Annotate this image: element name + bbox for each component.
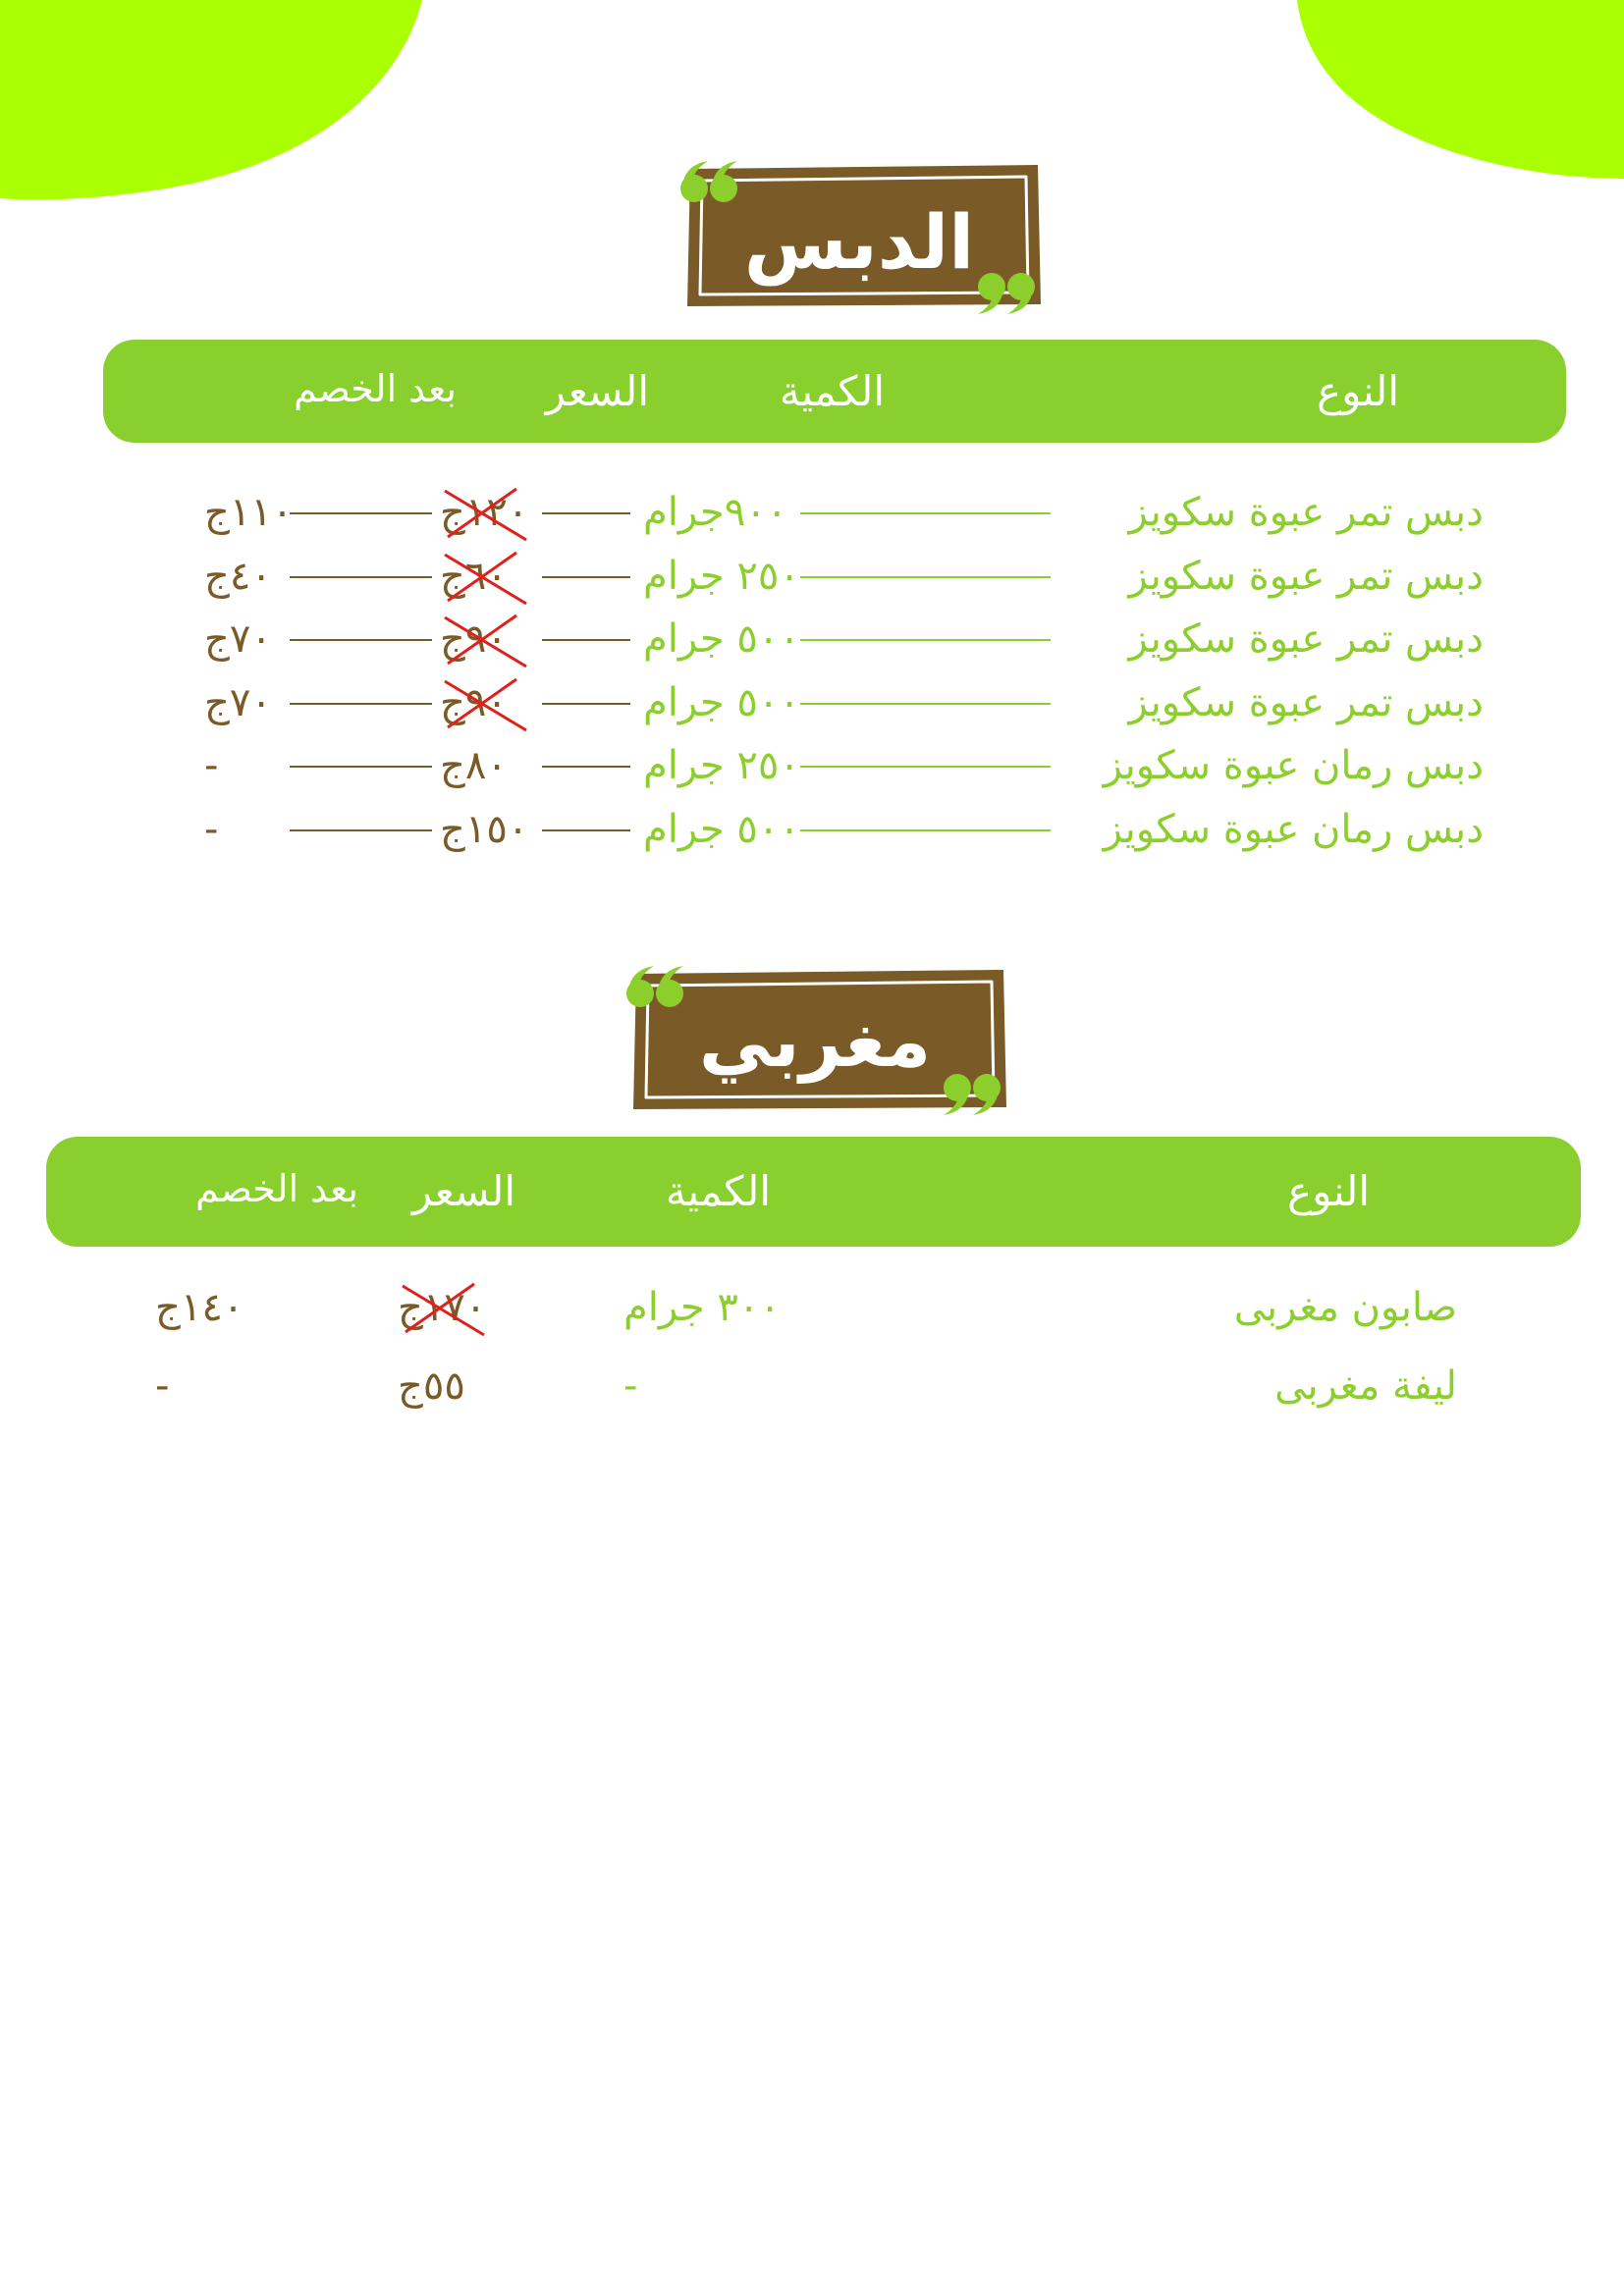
header-price: السعر [545,367,649,415]
table-row [0,610,1624,668]
table-row [0,736,1624,795]
leader-line [800,766,1051,768]
item-price: ٩٠ج [440,679,508,725]
item-quantity: ٥٠٠ جرام [643,616,800,662]
item-name: دبس رمان عبوة سكويز [1103,806,1484,852]
table-header [103,340,1566,443]
price-cell [440,547,548,606]
item-quantity: ٢٥٠ جرام [643,553,800,599]
item-name: دبس تمر عبوة سكويز [1128,616,1484,662]
leader-line [290,639,432,641]
strikethrough-mark [398,1278,506,1337]
section-title-badge [619,962,1011,1119]
leader-line [800,829,1051,831]
item-quantity: ٥٠٠ جرام [643,679,800,725]
item-quantity: - [623,1363,638,1409]
item-price-after-discount: ١٤٠ج [155,1285,244,1330]
header-type: النوع [1287,1167,1370,1215]
leader-line [800,576,1051,578]
price-cell [398,1278,506,1337]
item-price: ٨٠ج [440,743,508,788]
strikethrough-mark [440,673,548,732]
leader-line [800,639,1051,641]
item-price-after-discount: ٧٠ج [204,616,272,662]
header-after-discount: بعد الخصم [294,367,457,410]
table-row [0,547,1624,606]
item-name: دبس تمر عبوة سكويز [1128,490,1484,535]
leader-line [542,576,630,578]
table-row [0,800,1624,859]
item-price-after-discount: ١١٠ج [204,490,294,535]
item-price: ٩٠ج [440,616,508,662]
item-price: ١٧٠ج [398,1285,487,1330]
item-name: ليفة مغربى [1274,1363,1457,1409]
corner-blob-left [0,0,432,201]
item-quantity: ٣٠٠ جرام [623,1285,781,1330]
item-price: ٦٠ج [440,553,508,599]
table-row [0,1278,1624,1337]
leader-line [542,512,630,514]
section-title-badge [673,157,1046,319]
item-price-after-discount: ٧٠ج [204,679,272,725]
item-price-after-discount: - [155,1363,170,1409]
item-name: دبس رمان عبوة سكويز [1103,743,1484,788]
price-cell [440,736,548,795]
leader-line [290,703,432,705]
strikethrough-mark [440,610,548,668]
leader-line [290,512,432,514]
leader-line [542,829,630,831]
leader-line [290,766,432,768]
leader-line [542,703,630,705]
table-row [0,1357,1624,1415]
item-name: دبس تمر عبوة سكويز [1128,679,1484,725]
item-price: ١٥٠ج [440,806,529,852]
section-title: الدبس [743,198,975,286]
item-quantity: ٥٠٠ جرام [643,806,800,852]
header-price: السعر [411,1167,515,1215]
item-price-after-discount: - [204,806,219,852]
strikethrough-mark [440,483,548,542]
item-price: ٥٥ج [398,1363,465,1409]
leader-line [290,829,432,831]
leader-line [800,703,1051,705]
item-price-after-discount: - [204,743,219,788]
price-cell [440,610,548,668]
item-name: دبس تمر عبوة سكويز [1128,553,1484,599]
price-cell [440,673,548,732]
leader-line [542,766,630,768]
header-type: النوع [1317,367,1399,415]
price-cell [398,1357,506,1415]
item-price: ١٢٠ج [440,490,529,535]
item-quantity: ٢٥٠ جرام [643,743,800,788]
price-cell [440,483,548,542]
table-row [0,673,1624,732]
strikethrough-mark [440,547,548,606]
item-price-after-discount: ٤٠ج [204,553,272,599]
header-after-discount: بعد الخصم [195,1167,358,1210]
section-title: مغربي [698,999,932,1084]
leader-line [800,512,1051,514]
corner-blob-right [1291,0,1624,182]
leader-line [290,576,432,578]
leader-line [542,639,630,641]
price-cell [440,800,548,859]
header-qty: الكمية [665,1167,771,1215]
item-quantity: ٩٠٠جرام [643,490,788,535]
header-qty: الكمية [779,367,885,415]
table-row [0,483,1624,542]
item-name: صابون مغربى [1233,1285,1457,1330]
table-header [46,1137,1581,1247]
